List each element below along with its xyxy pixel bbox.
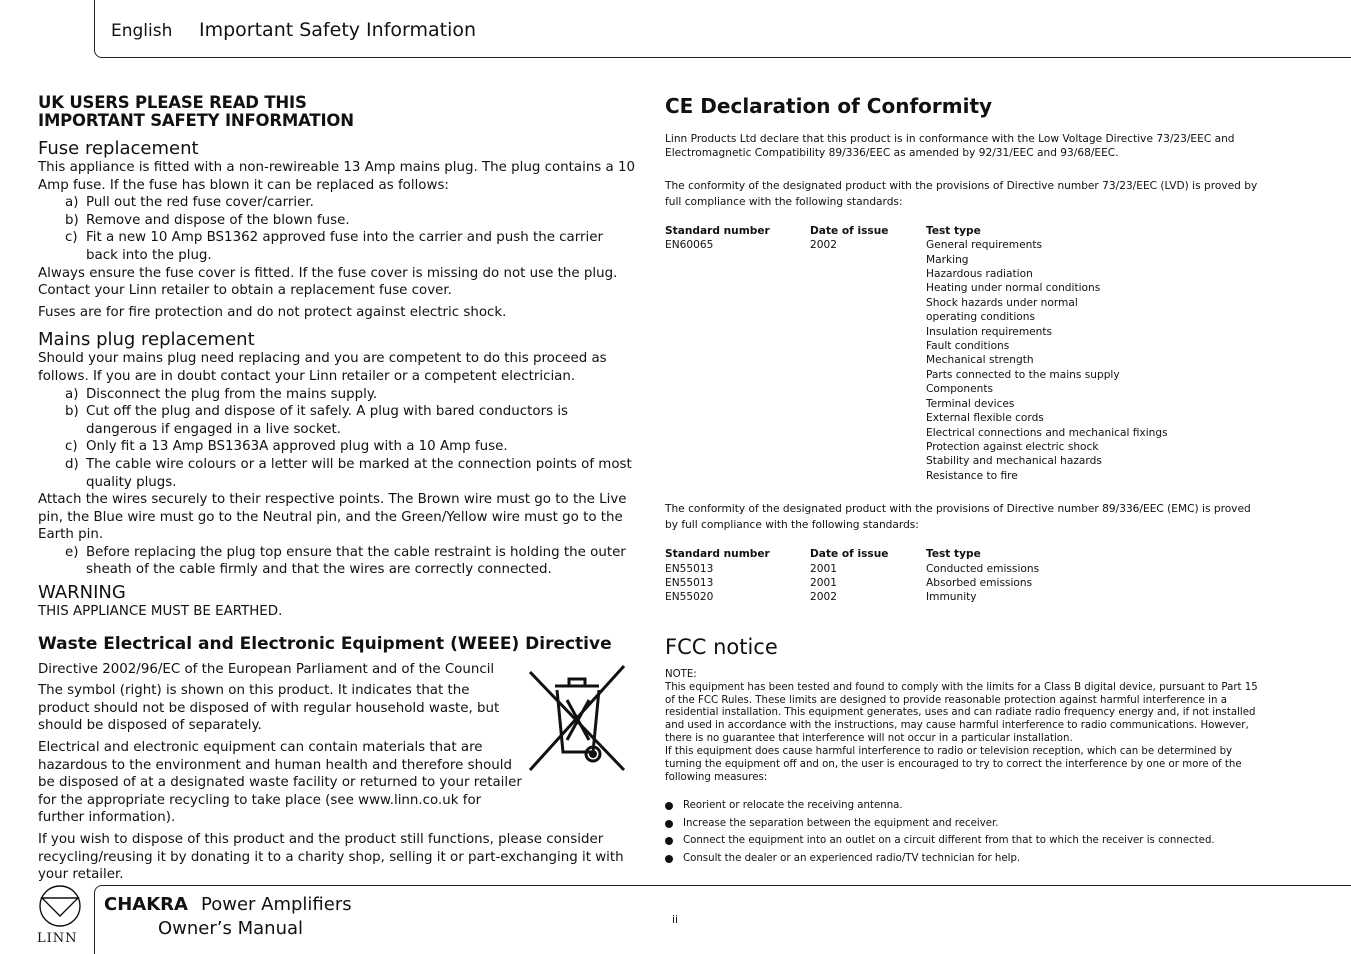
test-type-item: Parts connected to the mains supply — [926, 368, 1120, 381]
table-row: EN55013 2001 Conducted emissions — [665, 562, 1040, 575]
list-item: c) Only fit a 13 Amp BS1363A approved plug with a 10 Amp fuse. — [65, 439, 508, 455]
manual-title: Owner’s Manual — [158, 918, 304, 939]
fcc-para-2: If this equipment does cause harmful interference to radio or television reception, which can be determined by turning the equipment off and on, the user is encouraged to try to correct the interference by one or more of the following measures: — [665, 746, 1242, 783]
test-type-item: Insulation requirements — [926, 325, 1053, 338]
test-type-item: Resistance to fire — [926, 469, 1018, 482]
weee-equipment-text-body: Electrical and electronic equipment can contain materials that are hazardous to the environment and human health and therefore should be disposed of at a designated waste facility or returned to your retailer for the appropriate recycling to take place (see www.linn.co.uk for further information). — [38, 740, 522, 826]
product-name: Power Amplifiers — [201, 894, 352, 915]
bullet-icon — [665, 855, 673, 863]
test-type-item: Marking — [926, 253, 969, 266]
fcc-note-label: NOTE: — [665, 668, 697, 680]
test-type-item: Hazardous radiation — [926, 268, 1033, 281]
page-title: Important Safety Information — [199, 19, 477, 41]
fcc-para-1: This equipment has been tested and found to comply with the limits for a Class B digital device, pursuant to Part 15 of the FCC Rules. These limits are designed to provide reasonable protection against harmful interference in a residential installation. This equipment generates, uses and can radiate radio frequency energy and, if not installed and used in accordance with the instructions, may cause harmful interference to radio communications. However, there is no guarantee that interference will not occur in a particular installation. — [665, 681, 1258, 745]
test-type-item: Stability and mechanical hazards — [926, 455, 1102, 468]
test-type-item: Components — [926, 383, 994, 396]
list-item: b) Remove and dispose of the blown fuse. — [65, 212, 350, 228]
right-column — [665, 94, 1265, 869]
test-type-item: Fault conditions — [926, 340, 1010, 353]
fcc-heading: FCC notice — [665, 634, 778, 659]
list-item: e) Before replacing the plug top ensure that the cable restraint is holding the outer sheath of the cable firmly and that the wires are correctly connected. — [65, 544, 626, 578]
test-type-item: Terminal devices — [926, 397, 1015, 410]
test-type-item: Electrical connections and mechanical fixings — [926, 426, 1168, 439]
lvd-table-header: Standard number Date of issue Test type — [665, 224, 981, 237]
list-item: Consult the dealer or an experienced radio/TV technician for help. — [665, 852, 1265, 866]
table-row: EN55020 2002 Immunity — [665, 591, 977, 604]
fuse-after: Always ensure the fuse cover is fitted. If the fuse cover is missing do not use the plug. Contact your Linn retailer to obtain a replacement fuse cover. — [38, 265, 618, 299]
list-item: a) Pull out the red fuse cover/carrier. — [65, 195, 314, 211]
list-item: Connect the equipment into an outlet on a circuit different from that to which the receiver is connected. — [665, 834, 1265, 848]
mains-intro: Should your mains plug need replacing and you are competent to do this proceed as follows. If you are in doubt contact your Linn retailer or a competent electrician. — [38, 351, 607, 384]
warning-text: THIS APPLIANCE MUST BE EARTHED. — [38, 604, 283, 620]
linn-logo-icon — [38, 884, 82, 928]
weee-heading: Waste Electrical and Electronic Equipment (WEEE) Directive — [38, 633, 612, 654]
list-item: a) Disconnect the plug from the mains supply. — [65, 386, 378, 402]
ce-emc-text: The conformity of the designated product with the provisions of Directive number 89/336/EEC (EMC) is proved by full compliance with the following standards: — [665, 503, 1251, 532]
list-item: b) Cut off the plug and dispose of it safely. A plug with bared conductors is dangerous if engaged in a live socket. — [65, 404, 569, 437]
test-type-item: Protection against electric shock — [926, 440, 1099, 453]
product-brand: CHAKRA — [104, 894, 188, 915]
bullet-icon — [665, 820, 673, 828]
linn-logo-text: LINN — [37, 931, 78, 946]
fuse-replacement-title: Fuse replacement — [38, 138, 199, 159]
test-type-item: External flexible cords — [926, 412, 1044, 425]
weee-directive: Directive 2002/96/EC of the European Parliament and of the Council — [38, 661, 495, 677]
weee-symbol-text: The symbol (right) is shown on this product. It indicates that the product should not be disposed of with regular household waste, but should be disposed of separately. — [38, 683, 500, 734]
weee-dispose-text: If you wish to dispose of this product and the product still functions, please consider recycling/reusing it by donating it to a charity shop, selling it or part-exchanging it with your retailer. — [38, 832, 624, 883]
crossed-bin-icon — [527, 664, 627, 774]
lvd-table-body: EN60065 2002 General requirements Marking Hazardous radiation Heating under normal conditions Shock hazards under normal operating conditions Insulation requirements Fault conditions Mechanical strength Parts connected to the mains supply Components Terminal devices External flexible cords Electrical connections and mechanical fixings Protection against electric shock Stability and mechanical hazards Resistance to fire — [665, 238, 1265, 483]
warning-title: WARNING — [38, 582, 126, 604]
test-type-item: Shock hazards under normal — [926, 296, 1078, 309]
test-type-item: Mechanical strength — [926, 354, 1034, 367]
page-number: ii — [672, 913, 679, 926]
fuse-intro: This appliance is fitted with a non-rewireable 13 Amp mains plug. The plug contains a 10 Amp fuse. If the fuse has blown it can be replaced as follows: — [38, 160, 636, 193]
ce-intro: Linn Products Ltd declare that this product is in conformance with the Low Voltage Directive 73/23/EEC and Electromagnetic Compatibility 89/336/EEC as amended by 92/31/EEC and 93/68/EEC. — [665, 133, 1235, 160]
list-item: d) The cable wire colours or a letter will be marked at the connection points of most quality plugs. — [65, 456, 632, 490]
bullet-icon — [665, 837, 673, 845]
bullet-icon — [665, 802, 673, 810]
emc-table-header: Standard number Date of issue Test type — [665, 548, 981, 561]
ce-lvd-text: The conformity of the designated product with the provisions of Directive number 73/23/EEC (LVD) is proved by full compliance with the following standards: — [665, 179, 1258, 208]
ce-heading: CE Declaration of Conformity — [665, 94, 993, 118]
language-label: English — [111, 21, 173, 41]
table-row: EN55013 2001 Absorbed emissions — [665, 576, 1033, 589]
list-item: Reorient or relocate the receiving antenna. — [665, 799, 1265, 813]
test-type-item: General requirements — [926, 239, 1043, 252]
mains-wires: Attach the wires securely to their respective points. The Brown wire must go to the Live pin, the Blue wire must go to the Neutral pin, and the Green/Yellow wire must go to the Earth pin. — [38, 492, 627, 543]
test-type-item: Heating under normal conditions — [926, 282, 1101, 295]
list-item: Increase the separation between the equipment and receiver. — [665, 817, 1265, 831]
mains-plug-title: Mains plug replacement — [38, 329, 255, 351]
fuse-note: Fuses are for fire protection and do not protect against electric shock. — [38, 304, 507, 320]
test-type-item: operating conditions — [926, 311, 1035, 324]
uk-heading-line-2: IMPORTANT SAFETY INFORMATION — [38, 111, 354, 130]
uk-heading-line-1: UK USERS PLEASE READ THIS — [38, 93, 307, 112]
list-item: c) Fit a new 10 Amp BS1362 approved fuse into the carrier and push the carrier back into the plug. — [65, 230, 603, 263]
